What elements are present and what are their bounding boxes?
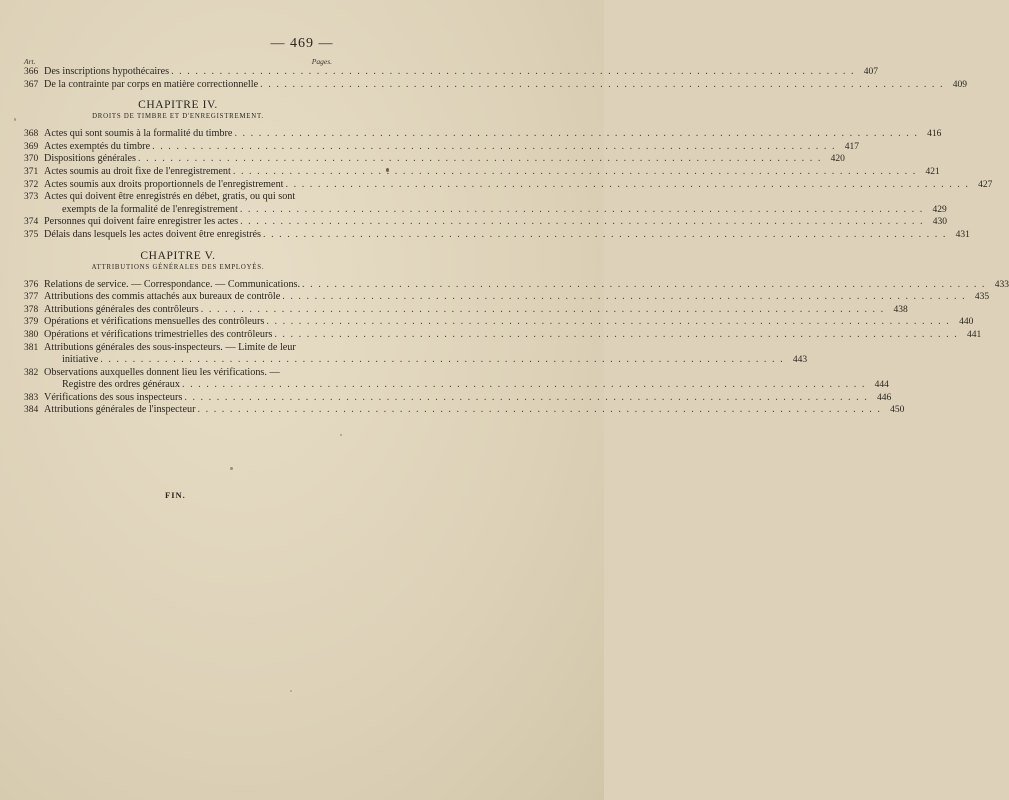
- entry-page: 446: [877, 392, 892, 403]
- toc-entry: [24, 178, 993, 192]
- toc-entry: [24, 228, 970, 242]
- entry-title: Actes soumis au droit fixe de l'enregistrement: [44, 165, 231, 177]
- article-column-header: Art.: [24, 57, 36, 66]
- entry-page: 427: [978, 179, 993, 190]
- entry-number: 375: [24, 229, 39, 240]
- entry-number: 382: [24, 367, 39, 378]
- chapter-5-subtitle: ATTRIBUTIONS GÉNÉRALES DES EMPLOYÉS.: [91, 263, 265, 271]
- entry-title: Attributions des commis attachés aux bureaux de contrôle: [44, 291, 281, 303]
- entry-number: 379: [24, 317, 39, 328]
- entry-title: De la contrainte par corps en matière correctionnelle: [44, 78, 259, 90]
- entry-title: Actes soumis aux droits proportionnels de l'enregistrement: [44, 178, 284, 190]
- toc-entry-continuation: [24, 203, 947, 217]
- toc-entry: [24, 367, 332, 380]
- toc-entry: [24, 216, 947, 229]
- toc-entry: [24, 303, 908, 317]
- entry-title-continuation: initiative: [62, 354, 99, 366]
- leader-dots: [260, 79, 944, 92]
- leader-dots: [233, 166, 917, 179]
- entry-number: 384: [24, 405, 39, 416]
- entry-number: 380: [24, 329, 39, 340]
- entry-page: 440: [959, 317, 974, 328]
- entry-number: 366: [24, 67, 39, 77]
- leader-dots: [201, 304, 885, 317]
- entry-page: 443: [792, 355, 808, 366]
- toc-entry-continuation: [24, 379, 889, 392]
- entry-title: Relations de service. — Correspondance. — Communications.: [44, 278, 301, 290]
- entry-number: 377: [24, 292, 39, 303]
- toc-entry: [24, 278, 1009, 292]
- leader-dots: [274, 329, 958, 342]
- entry-number: 370: [24, 154, 39, 165]
- entry-title: Dispositions générales: [44, 153, 136, 165]
- chapter-5-title: CHAPITRE V.: [140, 249, 216, 262]
- entry-title: Observations auxquelles donnent lieu les vérifications. —: [44, 366, 280, 378]
- entry-title: Attributions générales des contrôleurs: [44, 303, 199, 315]
- page-number: — 469 —: [270, 36, 334, 51]
- leader-dots: [282, 291, 966, 304]
- entry-page: 441: [966, 329, 982, 340]
- leader-dots: [240, 216, 924, 229]
- chapter-4-subtitle: DROITS DE TIMBRE ET D'ENREGISTREMENT.: [92, 113, 264, 121]
- leader-dots: [100, 354, 784, 367]
- entry-page: 450: [890, 405, 905, 416]
- entry-number: 371: [24, 166, 39, 177]
- pages-column-header: Pages.: [311, 57, 332, 66]
- entry-page: 429: [932, 204, 947, 215]
- entry-page: 409: [952, 79, 968, 90]
- end-marker: FIN.: [165, 490, 186, 500]
- leader-dots: [138, 153, 822, 166]
- leader-dots: [152, 141, 836, 154]
- entry-title: Personnes qui doivent faire enregistrer les actes: [44, 216, 239, 228]
- entry-title: Opérations et vérifications trimestrielles des contrôleurs: [44, 328, 273, 340]
- toc-entry: [24, 66, 878, 79]
- entry-title: Actes exemptés du timbre: [44, 140, 151, 152]
- leader-dots: [182, 379, 866, 392]
- column-headers: [24, 57, 332, 66]
- entry-page: 430: [932, 217, 947, 228]
- paper-speck: [230, 467, 233, 470]
- entry-number: 372: [24, 179, 39, 190]
- entry-title-continuation: Registre des ordres généraux: [62, 379, 180, 391]
- leader-dots: [266, 316, 950, 329]
- entry-page: 417: [844, 141, 860, 152]
- entry-page: 421: [925, 166, 940, 177]
- entry-number: 373: [24, 192, 39, 203]
- entry-title: Des inscriptions hypothécaires: [44, 66, 170, 77]
- toc-entry: [24, 78, 968, 92]
- leader-dots: [240, 204, 924, 217]
- table-of-contents: [24, 57, 1009, 417]
- paper-speck: [14, 118, 16, 121]
- paper-speck: [386, 168, 389, 172]
- entry-page: 435: [974, 292, 990, 303]
- entry-number: 383: [24, 392, 39, 403]
- entry-page: 416: [927, 129, 942, 140]
- entry-title: Attributions générales de l'inspecteur: [44, 404, 196, 416]
- entry-number: 374: [24, 217, 39, 228]
- entry-title: Opérations et vérifications mensuelles des contrôleurs: [44, 316, 265, 328]
- entry-title-continuation: exempts de la formalité de l'enregistrement: [62, 203, 238, 215]
- paper-speck: [290, 690, 292, 692]
- leader-dots: [171, 66, 855, 79]
- paper-speck: [340, 434, 342, 436]
- entry-page: 420: [830, 154, 845, 165]
- toc-entry: [24, 391, 892, 405]
- chapter-4-title: CHAPITRE IV.: [138, 99, 218, 112]
- entry-title: Attributions générales des sous-inspecteurs. — Limite de leur: [44, 341, 296, 353]
- entry-number: 368: [24, 129, 39, 140]
- entry-title: Vérifications des sous inspecteurs: [44, 391, 183, 403]
- entry-page: 433: [994, 279, 1009, 290]
- toc-entry: [24, 316, 974, 329]
- toc-entry: [24, 128, 942, 141]
- leader-dots: [234, 128, 918, 141]
- leader-dots: [198, 404, 882, 417]
- toc-entry-continuation: [24, 354, 808, 367]
- entry-title: Délais dans lesquels les actes doivent être enregistrés: [44, 228, 261, 240]
- leader-dots: [286, 179, 970, 192]
- toc-entry: [24, 342, 332, 355]
- entry-number: 369: [24, 141, 39, 152]
- entry-number: 381: [24, 342, 39, 353]
- toc-entry: [24, 153, 845, 166]
- leader-dots: [302, 279, 986, 292]
- toc-entry: [24, 291, 990, 304]
- toc-entry: [24, 191, 332, 204]
- toc-entry: [24, 140, 860, 154]
- entry-page: 444: [874, 380, 889, 391]
- entry-page: 438: [893, 304, 908, 315]
- leader-dots: [263, 229, 947, 242]
- toc-entry: [24, 404, 905, 417]
- leader-dots: [184, 392, 868, 405]
- entry-title: Actes qui sont soumis à la formalité du timbre: [44, 128, 233, 140]
- entry-page: 407: [863, 67, 878, 77]
- entry-number: 367: [24, 79, 39, 90]
- entry-title: Actes qui doivent être enregistrés en débet, gratis, ou qui sont: [44, 191, 296, 203]
- entry-number: 376: [24, 279, 39, 290]
- entry-number: 378: [24, 304, 39, 315]
- toc-entry: [24, 328, 982, 342]
- toc-entry: [24, 165, 940, 179]
- entry-page: 431: [955, 229, 970, 240]
